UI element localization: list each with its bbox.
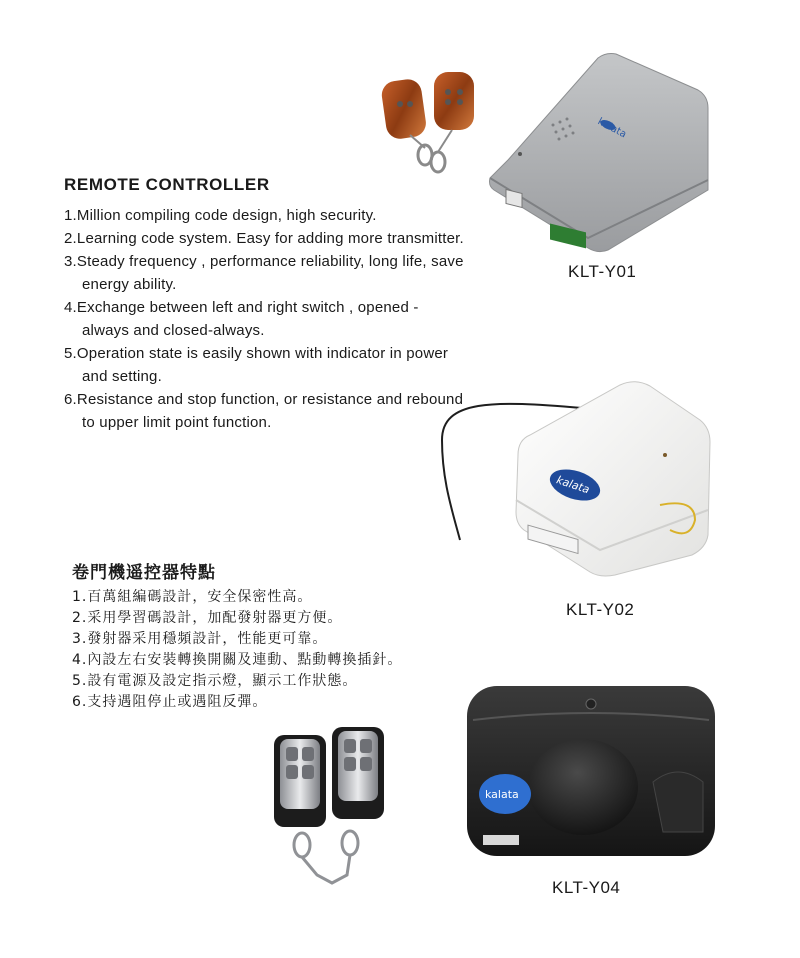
metal-remote-pair-icon (272, 725, 392, 890)
receiver-box-icon (463, 682, 718, 860)
english-feature-list (64, 204, 464, 434)
english-heading: REMOTE CONTROLLER (64, 175, 270, 194)
list-item: 1.百萬組編碼設計，安全保密性高。 (72, 589, 313, 605)
list-item: 1.Million compiling code design, high security. (64, 207, 377, 224)
svg-text:kalata: kalata (554, 473, 592, 497)
list-item: 6.支持遇阻停止或遇阻反彈。 (72, 694, 268, 710)
svg-text:kalata: kalata (595, 116, 629, 141)
list-item: 6.Resistance and stop function, or resistance and rebound to upper limit point function. (64, 391, 464, 431)
model-label-y04: KLT-Y04 (552, 878, 621, 897)
list-item: 5.設有電源及設定指示燈，顯示工作狀態。 (72, 673, 358, 689)
model-label-y01: KLT-Y01 (568, 262, 637, 281)
list-item: 4.內設左右安裝轉換開關及連動、點動轉換插針。 (72, 652, 403, 668)
receiver-box-icon (510, 380, 710, 575)
list-item: 4.Exchange between left and right switch , opened -always and closed-always. (64, 299, 419, 339)
list-item: 2.采用學習碼設計，加配發射器更方便。 (72, 610, 343, 626)
list-item: 5.Operation state is easily shown with indicator in power and setting. (64, 345, 449, 385)
chinese-feature-list (72, 587, 492, 713)
receiver-box-icon (488, 50, 710, 250)
list-item: 3.發射器采用穩頻設計，性能更可靠。 (72, 631, 328, 647)
list-item: 3.Steady frequency , performance reliability, long life, save energy ability. (64, 253, 464, 293)
chinese-heading: 卷門機遥控器特點 (72, 563, 216, 583)
wooden-remote-pair-icon (380, 70, 480, 180)
svg-text:kalata: kalata (485, 788, 519, 801)
list-item: 2.Learning code system. Easy for adding more transmitter. (64, 230, 464, 247)
model-label-y02: KLT-Y02 (566, 600, 635, 619)
